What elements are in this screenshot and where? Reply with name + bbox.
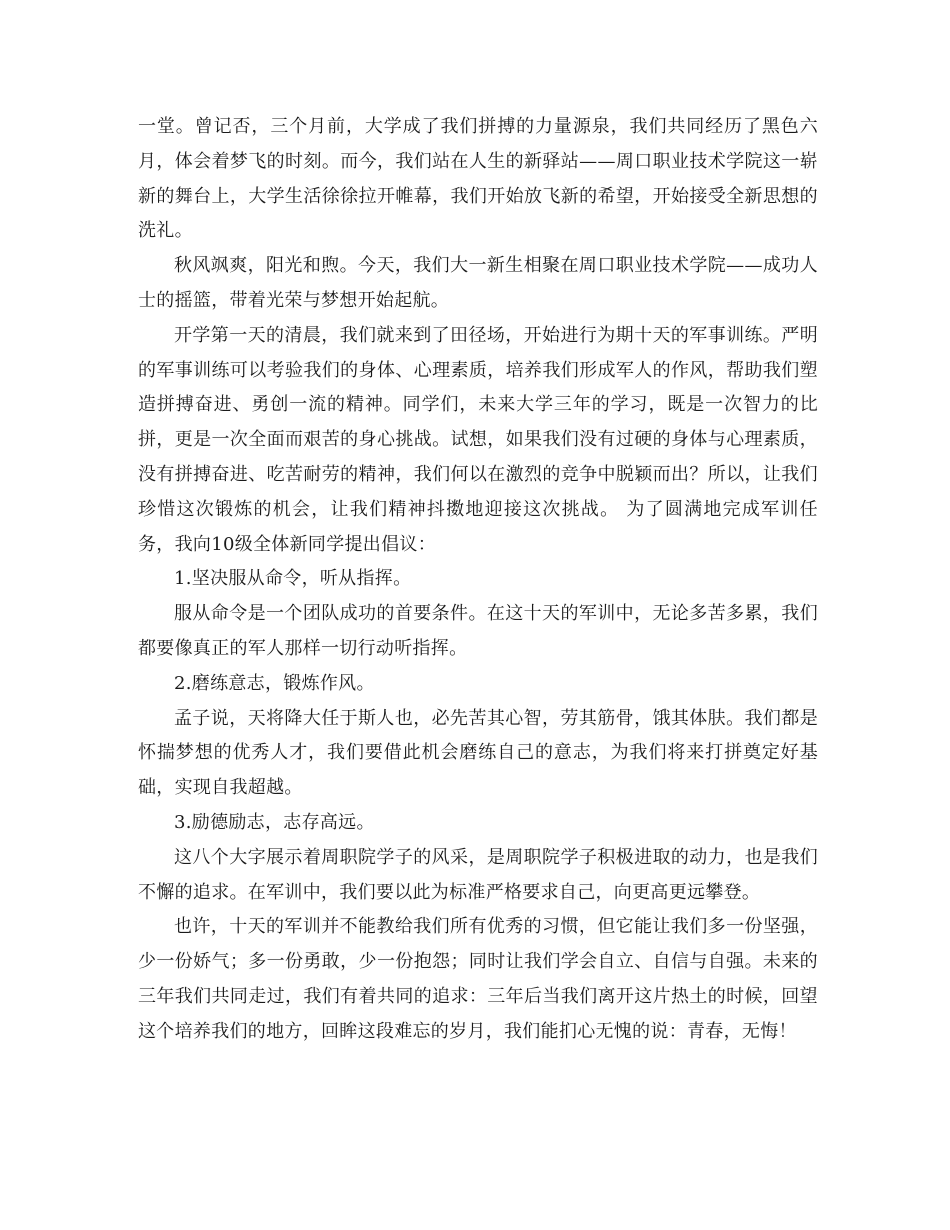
paragraph-7: 也许，十天的军训并不能教给我们所有优秀的习惯，但它能让我们多一份坚强，少一份娇气；多一份勇敢，少一份抱怨；同时让我们学会自立、自信与自强。未来的三年我们共同走过，我们有着共同的追求：三年后当我们离开这片热土的时候，回望这个培养我们的地方，回眸这段难忘的岁月，我们能扪心无愧的说：青春，无悔！ — [138, 916, 818, 1042]
paragraph-1: 一堂。曾记否，三个月前，大学成了我们拼搏的力量源泉，我们共同经历了黑色六月，体会着梦飞的时刻。而今，我们站在人生的新驿站——周口职业技术学院这一崭新的舞台上，大学生活徐徐拉开帷幕，我们开始放飞新的希望，开始接受全新思想的洗礼。 — [138, 116, 818, 242]
list-item-3-heading: 3.励德励志，志存高远。 — [174, 811, 375, 833]
paragraph-3: 开学第一天的清晨，我们就来到了田径场，开始进行为期十天的军事训练。严明的军事训练可以考验我们的身体、心理素质，培养我们形成军人的作风，帮助我们塑造拼搏奋进、勇创一流的精神。同学们，未来大学三年的学习，既是一次智力的比拼，更是一次全面而艰苦的身心挑战。试想，如果我们没有过硬的身体与心理素质，没有拼搏奋进、吃苦耐劳的精神，我们何以在激烈的竞争中脱颖而出？所以，让我们珍惜这次锻炼的机会，让我们精神抖擞地迎接这次挑战。 为了圆满地完成军训任务，我向10级全体新同学提出倡议： — [138, 324, 818, 555]
paragraph-5: 孟子说，天将降大任于斯人也，必先苦其心智，劳其筋骨，饿其体肤。我们都是怀揣梦想的优秀人才，我们要借此机会磨练自己的意志，为我们将来打拼奠定好基础，实现自我超越。 — [138, 707, 818, 799]
paragraph-4: 服从命令是一个团队成功的首要条件。在这十天的军训中，无论多苦多累，我们都要像真正的军人那样一切行动听指挥。 — [138, 603, 818, 659]
paragraph-2: 秋风飒爽，阳光和煦。今天，我们大一新生相聚在周口职业技术学院——成功人士的摇篮，带着光荣与梦想开始起航。 — [138, 255, 818, 311]
list-item-1-heading: 1.坚决服从命令，听从指挥。 — [174, 568, 412, 590]
paragraph-6: 这八个大字展示着周职院学子的风采，是周职院学子积极进取的动力，也是我们不懈的追求。在军训中，我们要以此为标准严格要求自己，向更高更远攀登。 — [138, 846, 818, 903]
list-item-2-heading: 2.磨练意志，锻炼作风。 — [174, 672, 375, 694]
document-body — [138, 110, 818, 1050]
